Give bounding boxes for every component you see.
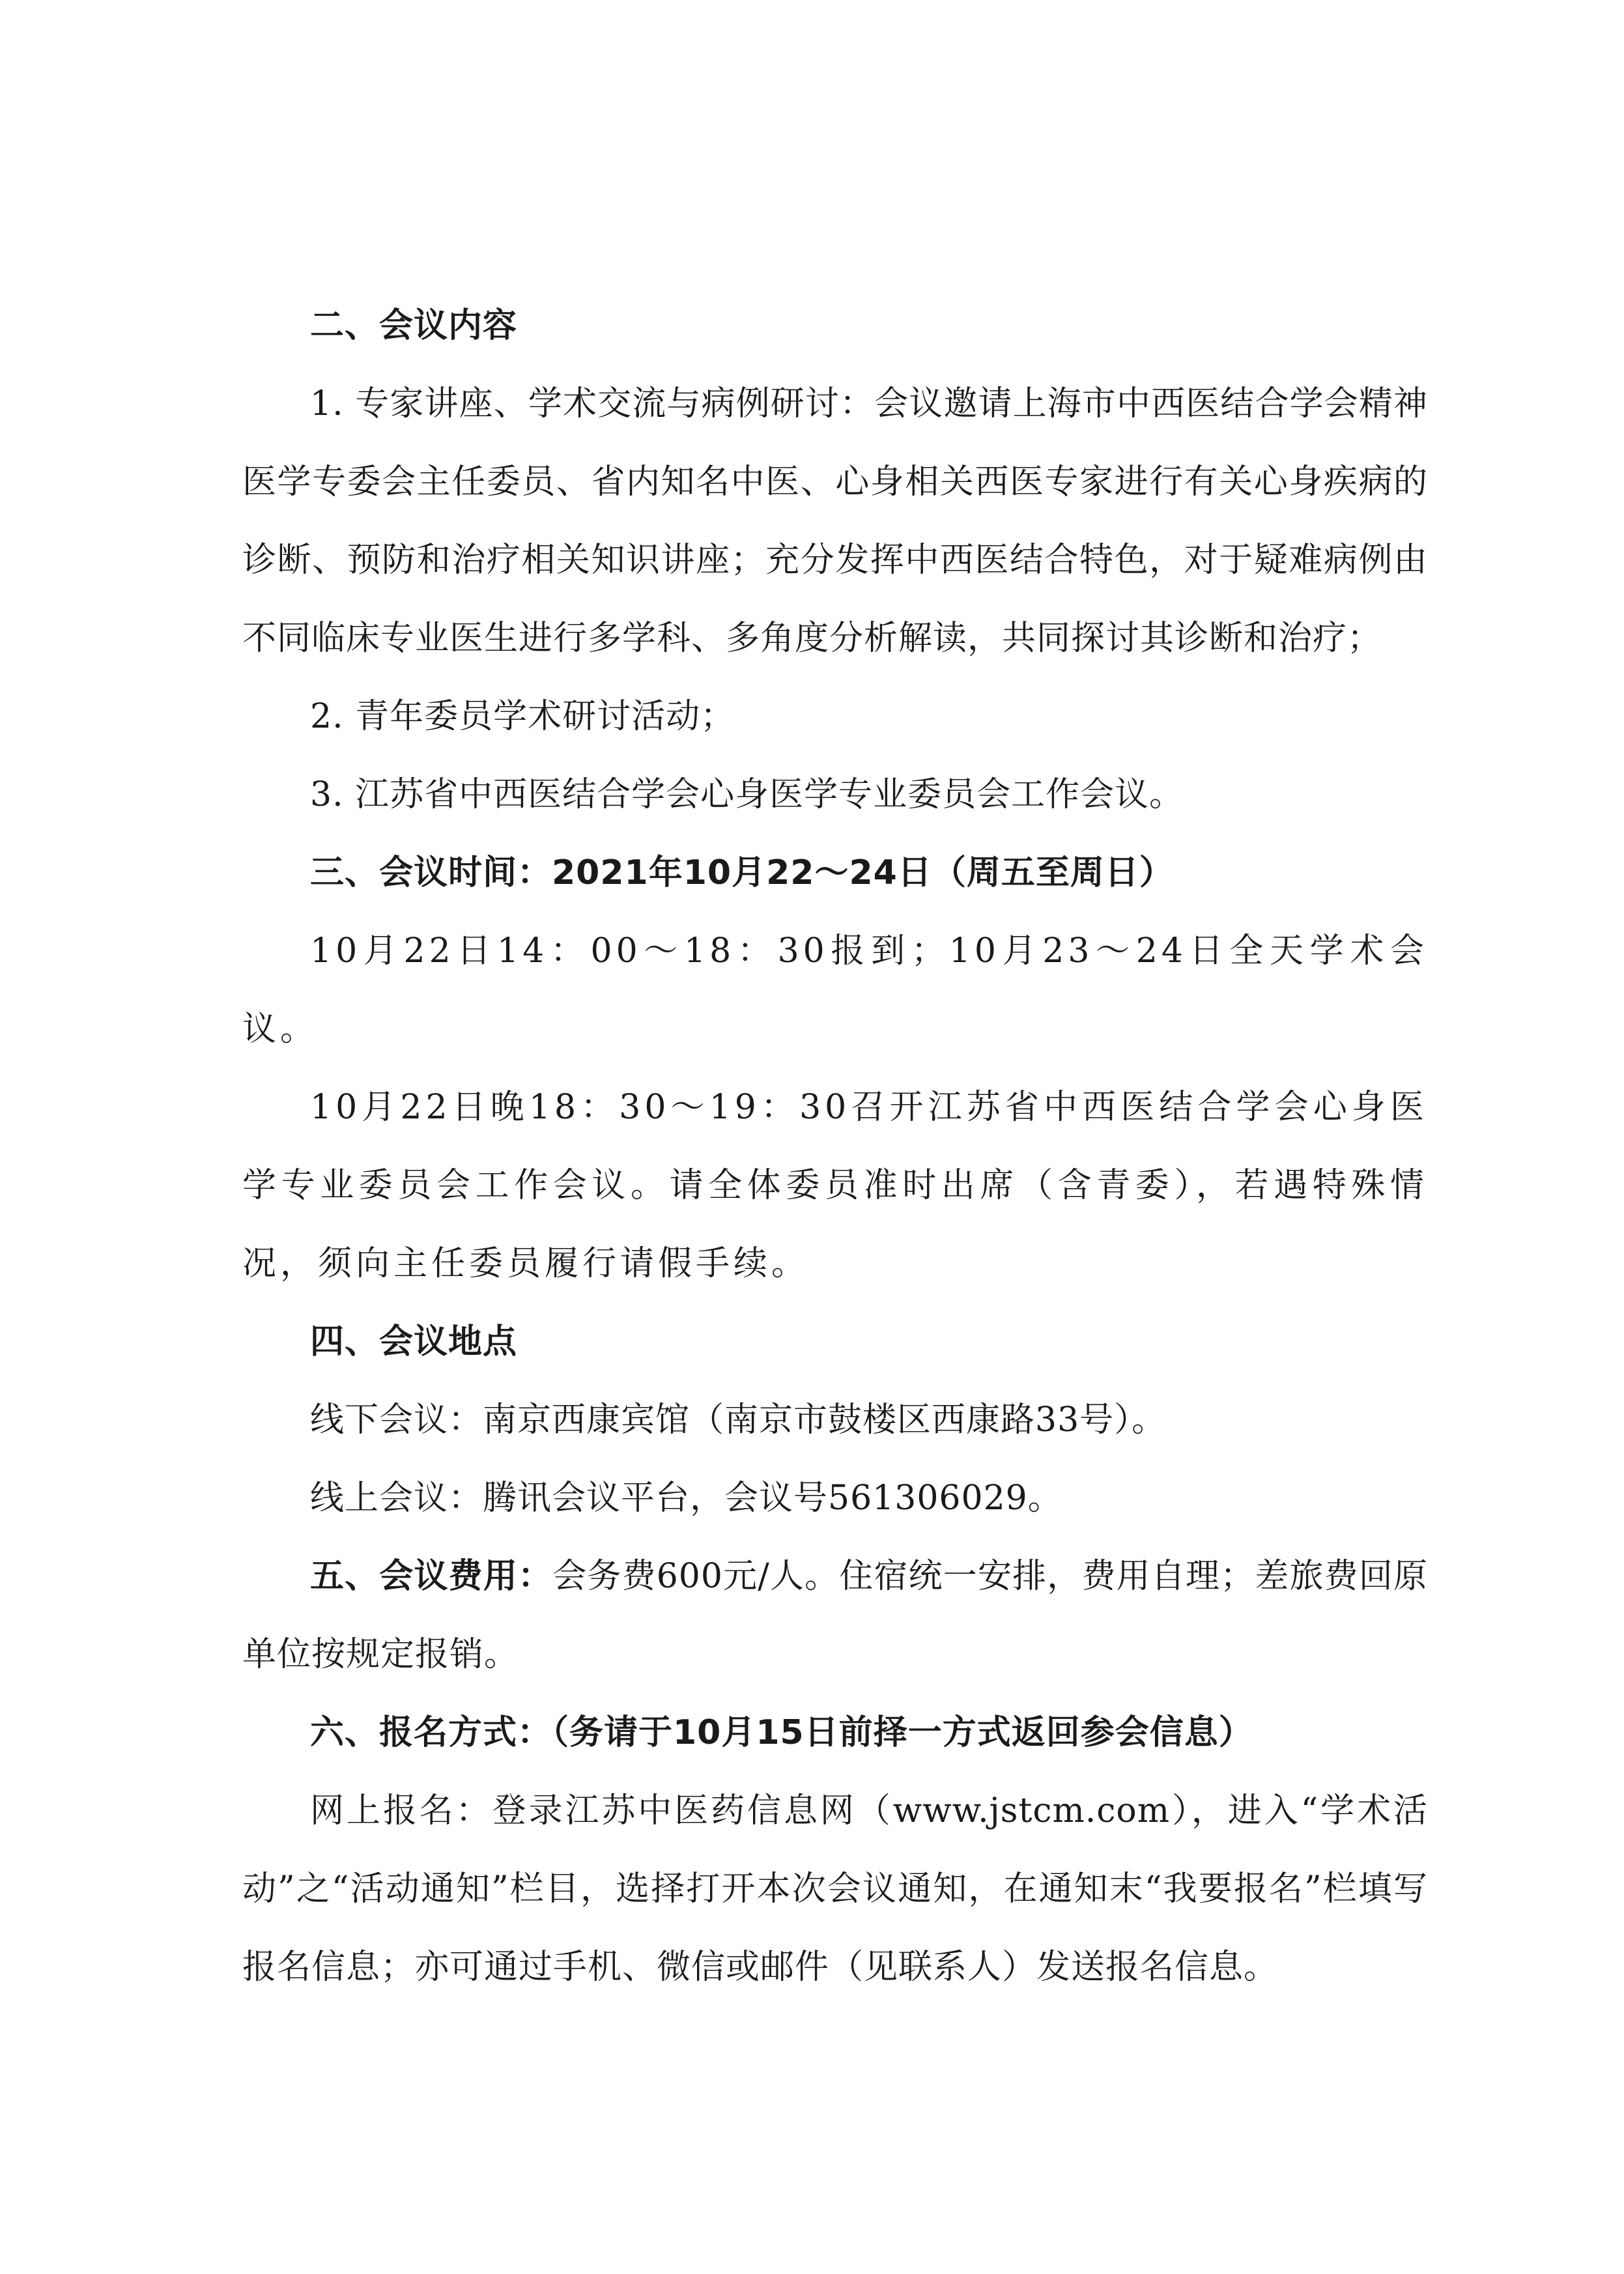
- fee-text: 会务费600元/人。住宿统一安排，费用自理；差旅费回原单位按规定报销。: [242, 1557, 1428, 1674]
- content-item-1: 1. 专家讲座、学术交流与病例研讨：会议邀请上海市中西医结合学会精神医学专委会主任委员、省内知名中医、心身相关西医专家进行有关心身疾病的诊断、预防和治疗相关知识讲座；充分发挥中西医结合特色，对于疑难病例由不同临床专业医生进行多学科、多角度分析解读，共同探讨其诊断和治疗；: [242, 384, 1428, 658]
- time-line-2: 10月22日晚18：30～19：30召开江苏省中西医结合学会心身医学专业委员会工作会议。请全体委员准时出席（含青委），若遇特殊情况，须向主任委员履行请假手续。: [242, 1088, 1428, 1283]
- section-heading-registration: 六、报名方式：（务请于10月15日前择一方式返回参会信息）: [310, 1713, 1253, 1752]
- location-online: 线上会议：腾讯会议平台，会议号561306029。: [310, 1479, 1062, 1518]
- fee-paragraph: [242, 1537, 1428, 1694]
- location-offline: 线下会议：南京西康宾馆（南京市鼓楼区西康路33号）。: [310, 1400, 1167, 1440]
- time-line-1: 10月22日14：00～18：30报到；10月23～24日全天学术会议。: [242, 931, 1428, 1049]
- content-item-3: 3. 江苏省中西医结合学会心身医学专业委员会工作会议。: [310, 775, 1184, 814]
- section-heading-content: 二、会议内容: [310, 306, 518, 345]
- fee-label: 五、会议费用：: [310, 1557, 553, 1596]
- document-body: [242, 287, 1428, 2006]
- section-heading-location: 四、会议地点: [310, 1322, 518, 1361]
- section-heading-time: 三、会议时间：2021年10月22～24日（周五至周日）: [310, 853, 1174, 892]
- registration-text: 网上报名：登录江苏中医药信息网（www.jstcm.com），进入“学术活动”之“活动通知”栏目，选择打开本次会议通知，在通知末“我要报名”栏填写报名信息；亦可通过手机、微信或邮件（见联系人）发送报名信息。: [242, 1791, 1428, 1987]
- content-item-2: 2. 青年委员学术研讨活动；: [310, 697, 735, 736]
